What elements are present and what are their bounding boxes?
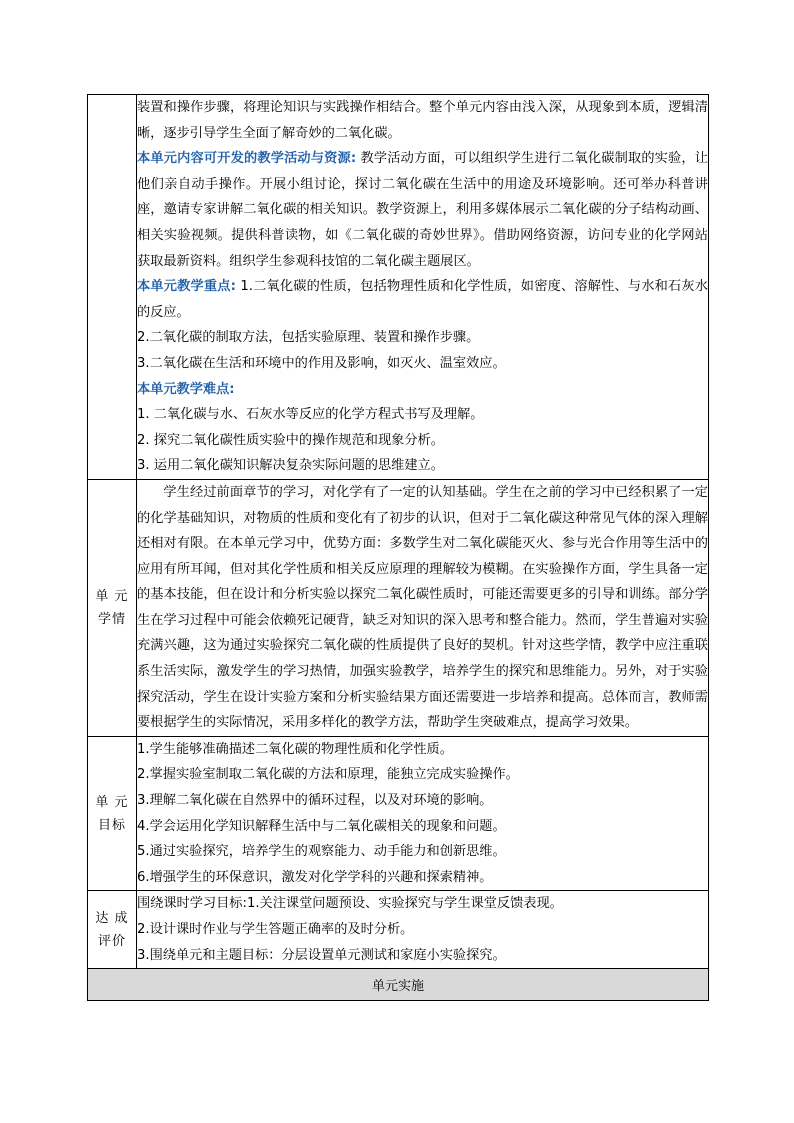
goal-item: 4.学会运用化学知识解释生活中与二氧化碳相关的现象和问题。 — [137, 818, 506, 834]
intro-row — [88, 95, 709, 480]
unit-plan-table — [87, 94, 709, 1001]
learners-content-cell — [137, 479, 709, 736]
evaluation-content-cell — [137, 891, 709, 969]
intro-label-cell — [88, 95, 137, 480]
learners-label: 单 元 学情 — [88, 479, 137, 736]
key-points-first — [137, 274, 708, 325]
evaluation-row — [88, 891, 709, 969]
difficulties-label: 本单元教学难点: — [137, 381, 235, 397]
implementation-row — [88, 969, 709, 1001]
goal-item: 6.增强学生的环保意识，激发对化学学科的兴趣和探索精神。 — [137, 869, 493, 885]
goals-label: 单 元 目标 — [88, 736, 137, 891]
goal-item: 5.通过实验探究，培养学生的观察能力、动手能力和创新思维。 — [137, 844, 506, 860]
key-points-label: 本单元教学重点: — [137, 279, 236, 295]
goal-item: 2.掌握实验室制取二氧化碳的方法和原理，能独立完成实验操作。 — [137, 767, 519, 783]
difficulty-1: 1. 二氧化碳与水、石灰水等反应的化学方程式书写及理解。 — [137, 407, 484, 423]
difficulty-2: 2. 探究二氧化碳性质实验中的操作规范和现象分析。 — [137, 432, 444, 448]
goal-item: 1.学生能够准确描述二氧化碳的物理性质和化学性质。 — [137, 741, 453, 757]
evaluation-item: 2.设计课时作业与学生答题正确率的及时分析。 — [137, 922, 414, 937]
key-point-2: 2.二氧化碳的制取方法，包括实验原理、装置和操作步骤。 — [137, 330, 480, 346]
implementation-header: 单元实施 — [88, 969, 709, 1001]
intro-text: 装置和操作步骤，将理论知识与实践操作相结合。整个单元内容由浅入深，从现象到本质，逻辑清晰，逐步引导学生全面了解奇妙的二氧化碳。 — [137, 100, 708, 141]
activities-paragraph — [137, 146, 708, 274]
evaluation-item: 3.围绕单元和主题目标：分层设置单元测试和家庭小实验探究。 — [137, 947, 506, 963]
evaluation-item: 围绕课时学习目标:1.关注课堂问题预设、实验探究与学生课堂反馈表现。 — [137, 896, 563, 912]
evaluation-label: 达 成 评价 — [88, 891, 137, 969]
key-point-3: 3.二氧化碳在生活和环境中的作用及影响，如灭火、温室效应。 — [137, 355, 506, 371]
goals-content-cell — [137, 736, 709, 891]
activities-text: 教学活动方面，可以组织学生进行二氧化碳制取的实验，让他们亲自动手操作。开展小组讨论，探讨二氧化碳在生活中的用途及环境影响。还可举办科普讲座，邀请专家讲解二氧化碳的相关知识。教学资源上，利用多媒体展示二氧化碳的分子结构动画、相关实验视频。提供科普读物，如《二氧化碳的奇妙世界》。借助网络资源，访问专业的化学网站获取最新资料。组织学生参观科技馆的二氧化碳主题展区。 — [137, 151, 708, 269]
learners-text: 学生经过前面章节的学习，对化学有了一定的认知基础。学生在之前的学习中已经积累了一定的化学基础知识，对物质的性质和变化有了初步的认识，但对于二氧化碳这种常见气体的深入理解还相对有限。在本单元学习中，优势方面：多数学生对二氧化碳能灭火、参与光合作用等生活中的应用有所耳闻，但对其化学性质和相关反应原理的理解较为模糊。在实验操作方面，学生具备一定的基本技能，但在设计和分析实验以探究二氧化碳性质时，可能还需要更多的引导和训练。部分学生在学习过程中可能会依赖死记硬背，缺乏对知识的深入思考和整合能力。然而，学生普遍对实验充满兴趣，这为通过实验探究二氧化碳的性质提供了良好的契机。针对这些学情，教学中应注重联系生活实际，激发学生的学习热情，加强实验教学，培养学生的探究和思维能力。另外，对于实验探究活动，学生在设计实验方案和分析实验结果方面还需要进一步培养和提高。总体而言，教师需要根据学生的实际情况，采用多样化的教学方法，帮助学生突破难点，提高学习效果。 — [137, 484, 708, 731]
goal-item: 3.理解二氧化碳在自然界中的循环过程，以及对环境的影响。 — [137, 793, 493, 809]
activities-label: 本单元内容可开发的教学活动与资源: — [137, 151, 357, 167]
difficulty-3: 3. 运用二氧化碳知识解决复杂实际问题的思维建立。 — [137, 458, 444, 474]
intro-content-cell — [137, 95, 709, 480]
key-point-1: 1.二氧化碳的性质，包括物理性质和化学性质，如密度、溶解性、与水和石灰水的反应。 — [137, 279, 708, 320]
learners-row — [88, 479, 709, 736]
goals-row — [88, 736, 709, 891]
